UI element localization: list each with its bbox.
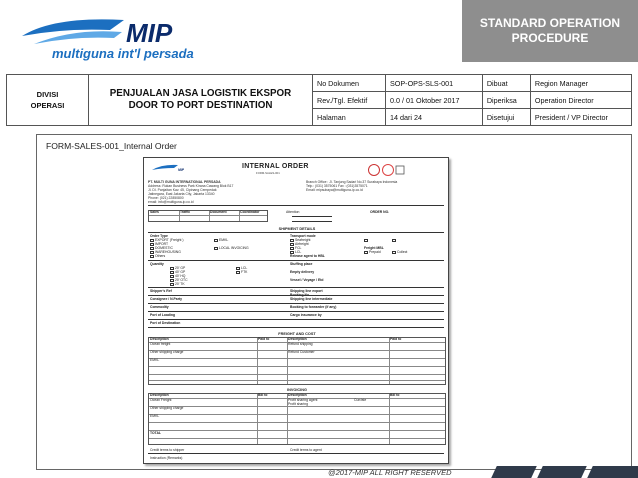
cost-item: Refund shipping	[288, 342, 313, 346]
row-label: No Dokumen	[313, 75, 386, 92]
inv-desc-header-right: Description	[288, 393, 307, 397]
internal-order-form	[143, 157, 449, 464]
empty-delivery-label: Empty delivery	[290, 270, 315, 274]
qty-option: 40' GP	[175, 270, 186, 274]
divider	[148, 205, 444, 206]
address-line: Address: Rukan Business Park Kirana Cawang Blok B17	[148, 184, 234, 188]
form-caption: FORM-SALES-001_Internal Order	[46, 141, 177, 151]
procedure-title-cell	[89, 75, 313, 126]
row-person: President / VP Director	[530, 109, 631, 126]
credit-agent-label: Credit terms to agent	[290, 448, 322, 452]
address-line: Jatinegara, East Jakarta City, Jakarta 13340	[148, 192, 215, 196]
footer-stripe	[491, 466, 537, 478]
invoicing-heading: INVOICING	[287, 388, 307, 392]
row-person: Operation Director	[530, 92, 631, 109]
company-address	[148, 180, 268, 204]
address-line: Phone: (021) 22850800	[148, 196, 184, 200]
form-logo-icon	[150, 162, 196, 176]
branch-line: Telp.: (031) 3575061 Fax : (031)3575071	[306, 184, 368, 188]
transport-mode-label: Transport mode	[290, 234, 316, 238]
attention-label: Attention	[286, 210, 300, 214]
order-type-option: EMKL	[219, 238, 229, 242]
shipping-line-export-label: Shipping line export	[290, 289, 323, 293]
vessel-label: Vessel / Voyage / Etd	[290, 278, 324, 282]
branch-line: Branch Office : Jl. Tanjung Sadari No.37 Surabaya Indonesia	[306, 180, 398, 184]
divisi-line1: DIVISI	[36, 90, 59, 99]
release-agent-label: Release agent to HBL	[290, 254, 325, 258]
sop-banner	[462, 0, 638, 62]
footer-stripe	[537, 466, 587, 478]
form-title: INTERNAL ORDER	[242, 163, 309, 170]
shipping-line-intermediate-label: Shipping line intermediate	[290, 297, 333, 301]
logo-tagline: multiguna int'l persada	[52, 46, 194, 61]
mip-logo-graphic	[14, 6, 214, 66]
cost-item: Other shipping charge	[150, 350, 184, 354]
row-value: 0.0 / 01 Oktober 2017	[386, 92, 483, 109]
inv-item: Profit sharing agent	[288, 398, 318, 402]
procedure-title-line1: PENJUALAN JASA LOGISTIK EKSPOR	[109, 88, 292, 99]
shipper-ref-label: Shipper's Ref	[150, 289, 172, 293]
qty-option: 20' OTC	[175, 278, 188, 282]
order-type-option: EXPORT (Freight )	[155, 238, 184, 242]
cargo-insurance-label: Cargo insurance by	[290, 313, 322, 317]
freight-mbl-label: Freight MBL	[364, 246, 384, 250]
booking-no-label: Booking No.	[290, 293, 310, 297]
desc-header-right: Description	[288, 337, 307, 341]
inv-item: Other shipping charge	[150, 406, 184, 410]
divisi-cell	[7, 75, 89, 126]
qty-option: LCL	[241, 266, 248, 270]
qty-option: 40' HQ	[175, 274, 186, 278]
logo-brand-text: MIP	[126, 18, 173, 48]
procedure-title-line2: DOOR TO PORT DESTINATION	[128, 100, 273, 111]
order-type-option: DOMESTIC	[155, 246, 173, 250]
qty-option: 20' GP	[175, 266, 186, 270]
header-sales: Sales	[150, 210, 159, 214]
booking-forwarder-label: Booking to forwarder (if any)	[290, 305, 337, 309]
sop-title-line1: STANDARD OPERATION	[479, 16, 621, 30]
order-type-option: LOCAL INVOICING	[219, 246, 249, 250]
row-value: 14 dari 24	[386, 109, 483, 126]
freight-cost-heading: FREIGHT AND COST	[278, 332, 316, 336]
footer-stripe	[587, 466, 638, 478]
freight-option: Collect	[397, 250, 408, 254]
credit-shipper-label: Credit terms to shipper	[150, 448, 185, 452]
order-type-label: Order Type	[150, 234, 168, 238]
transport-option: Airfreight	[295, 242, 309, 246]
shipment-details-heading: SHIPMENT DETAILS	[278, 227, 316, 231]
row-role: Dibuat	[482, 75, 530, 92]
address-line: Jl. DI. Panjaitan Kav. 45, Cipinang Cempedak	[148, 188, 217, 192]
qty-option: 20' TK	[175, 282, 185, 286]
inv-item: EMKL	[150, 414, 160, 418]
port-destination-label: Port of Destination	[150, 321, 181, 325]
desc-header: Description	[150, 337, 169, 341]
qty-option: FTK	[241, 270, 248, 274]
freight-option: Prepaid	[369, 250, 381, 254]
port-loading-label: Port of Loading	[150, 313, 176, 317]
address-line: PT. MULTI GUNA INTERNATIONAL PERSADA	[148, 180, 221, 184]
header-document: Document	[210, 210, 227, 214]
header-coordinator: Coordinator	[240, 210, 260, 214]
order-type-option: IMPORT	[155, 242, 169, 246]
inv-desc-header: Description	[150, 393, 169, 397]
cost-item: EMKL	[150, 358, 160, 362]
row-value: SOP-OPS-SLS-001	[386, 75, 483, 92]
bill-to-header: Bill to	[258, 393, 268, 397]
copyright-text: @2017-MIP ALL RIGHT RESERVED	[328, 468, 452, 477]
row-role: Diperiksa	[482, 92, 530, 109]
order-type-option: WAREHOUSING	[155, 250, 181, 254]
row-person: Region Manager	[530, 75, 631, 92]
inv-item: Profit sharing	[288, 402, 308, 406]
stuffing-place-label: Stuffing place	[290, 262, 313, 266]
branch-address	[306, 180, 446, 192]
certification-seals-icon	[366, 163, 406, 177]
order-no-label: ORDER NO.	[370, 210, 390, 214]
divisi-line2: OPERASI	[30, 101, 65, 110]
svg-text:MIP: MIP	[178, 168, 185, 172]
transport-option: LCL	[295, 250, 302, 254]
transport-option: Seafreight	[295, 238, 311, 242]
commodity-label: Commodity	[150, 305, 169, 309]
consignee-label: Consignee / N.Party	[150, 297, 183, 301]
address-line: email: info@multiguna-ip.co.id	[148, 200, 194, 204]
bill-to-header-right: Bill to	[390, 393, 400, 397]
row-label: Rev./Tgl. Efektif	[313, 92, 386, 109]
row-role: Disetujui	[482, 109, 530, 126]
document-control-table	[6, 74, 632, 126]
form-subtitle: FORM-SALES-001	[256, 171, 280, 175]
inv-item: Ocean Freight	[150, 398, 172, 402]
company-logo	[14, 6, 214, 66]
quantity-label: Quantity	[150, 262, 164, 266]
instruction-label: Instruction (Remarks)	[150, 456, 183, 460]
cost-item: Refund Customer	[288, 350, 315, 354]
branch-line: Email: mipsubaya@multiguna-ip.co.id	[306, 188, 363, 192]
inv-total: TOTAL	[150, 431, 161, 435]
order-type-option: Others	[155, 254, 166, 258]
cost-item: Ocean freight	[150, 342, 171, 346]
header-traffic: Traffic	[180, 210, 191, 214]
sop-title-line2: PROCEDURE	[511, 31, 589, 45]
transport-option: FCL	[295, 246, 302, 250]
paid-to-header-right: Paid to	[390, 337, 402, 341]
paid-to-header: Paid to	[258, 337, 270, 341]
curr-label: Curr/ate	[354, 398, 367, 402]
row-label: Halaman	[313, 109, 386, 126]
